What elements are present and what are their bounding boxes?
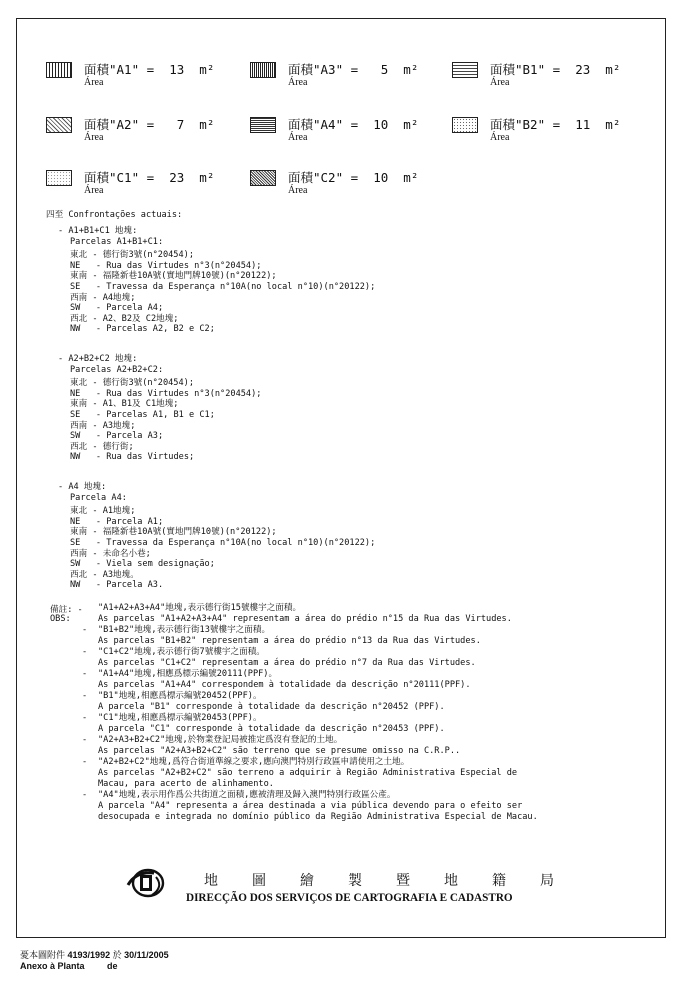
- note-zh: "B1"地塊,相應爲標示編號20452(PPF)。: [98, 691, 262, 701]
- hatch-swatch: [46, 117, 72, 133]
- note-bullet: -: [82, 735, 88, 745]
- note-zh: "A2+B2+C2"地塊,爲符合街道準線之要求,應向澳門特別行政區申請使用之土地。: [98, 757, 410, 767]
- note-zh: "A1+A2+A3+A4"地塊,表示德行街15號樓宇之面積。: [98, 603, 302, 613]
- note-bullet: -: [82, 713, 88, 723]
- legend-area-label: 面積"B1" = 23 m²: [490, 62, 621, 77]
- boundary-line: SW - Parcela A4;: [70, 303, 164, 314]
- group-subheading: Parcela A4:: [70, 492, 127, 503]
- legend-area-sub: Área: [490, 77, 510, 88]
- boundary-line: 東南 - 福隆新巷10A號(實地門牌10號)(n°20122);: [70, 527, 277, 538]
- note-zh: "B1+B2"地塊,表示德行街13號樓宇之面積。: [98, 625, 271, 635]
- note-pt: Macau, para acerto de alinhamento.: [98, 779, 274, 789]
- note-pt: As parcelas "B1+B2" representam a área do prédio n°13 da Rua das Virtudes.: [98, 636, 481, 646]
- legend-area-label: 面積"C2" = 10 m²: [288, 170, 419, 185]
- note-zh: "C1+C2"地塊,表示德行街7號樓宇之面積。: [98, 647, 265, 657]
- boundary-line: 西北 - A3地塊。: [70, 569, 139, 580]
- dscc-logo-icon: [126, 867, 166, 899]
- boundary-line: SE - Travessa da Esperança n°10A(no local n°10)(n°20122);: [70, 537, 376, 548]
- boundary-line: SE - Travessa da Esperança n°10A(no local n°10)(n°20122);: [70, 281, 376, 292]
- boundary-line: SW - Viela sem designação;: [70, 559, 215, 570]
- annex-date: 30/11/2005: [124, 950, 169, 960]
- hatch-swatch: [452, 62, 478, 78]
- legend-item: [250, 113, 450, 149]
- note-pt: As parcelas "A1+A2+A3+A4" representam a área do prédio n°15 da Rua das Virtudes.: [98, 614, 512, 624]
- boundary-line: 東南 - A1、B1及 C1地塊;: [70, 399, 179, 410]
- group-heading: - A2+B2+C2 地塊:: [58, 354, 138, 364]
- note-bullet: -: [82, 669, 88, 679]
- note-pt: As parcelas "A1+A4" correspondem à totalidade da descrição n°20111(PPF).: [98, 680, 471, 690]
- hatch-swatch: [250, 62, 276, 78]
- confrontacao-group: [58, 226, 375, 335]
- note-bullet: -: [82, 757, 88, 767]
- boundary-line: NW - Parcelas A2, B2 e C2;: [70, 324, 215, 335]
- legend-area-sub: Área: [288, 77, 308, 88]
- note-zh: "A1+A4"地塊,相應爲標示編號20111(PPF)。: [98, 669, 278, 679]
- legend-area-label: 面積"A2" = 7 m²: [84, 117, 215, 132]
- boundary-line: NE - Parcela A1;: [70, 516, 164, 527]
- annex-label-zh: 憂本圖附件: [20, 950, 66, 960]
- legend-area-label: 面積"B2" = 11 m²: [490, 117, 621, 132]
- legend-area-sub: Área: [490, 132, 510, 143]
- note-pt: As parcelas "A2+A3+B2+C2" são terreno que se presume omisso na C.R.P..: [98, 746, 461, 756]
- boundary-line: 西南 - 未命名小巷;: [70, 548, 151, 559]
- legend-area-label: 面積"C1" = 23 m²: [84, 170, 215, 185]
- note-zh: "A2+A3+B2+C2"地塊,於物業登記局被推定爲沒有登記的土地。: [98, 735, 343, 745]
- boundary-line: NE - Rua das Virtudes n°3(n°20454);: [70, 260, 262, 271]
- annex-number: 4193/1992: [67, 950, 111, 960]
- note-zh: "A4"地塊,表示用作爲公共街道之面積,應被清理及歸入澳門特別行政區公產。: [98, 790, 396, 800]
- note-bullet: -: [82, 691, 88, 701]
- note-pt: A parcela "C1" corresponde à totalidade da descrição n°20453 (PPF).: [98, 724, 445, 734]
- boundary-line: 東北 - A1地塊;: [70, 506, 136, 517]
- boundary-line: 東北 - 德行街3號(n°20454);: [70, 250, 194, 261]
- group-subheading: Parcelas A2+B2+C2:: [70, 364, 164, 375]
- boundary-line: 西南 - A3地塊;: [70, 420, 136, 431]
- legend-area-label: 面積"A4" = 10 m²: [288, 117, 419, 132]
- boundary-line: 東北 - 德行街3號(n°20454);: [70, 378, 194, 389]
- boundary-line: NW - Parcela A3.: [70, 580, 164, 591]
- boundary-line: SE - Parcelas A1, B1 e C1;: [70, 409, 215, 420]
- confrontacao-group: [58, 354, 261, 463]
- group-heading: - A1+B1+C1 地塊:: [58, 226, 138, 236]
- legend-area-label: 面積"A1" = 13 m²: [84, 62, 215, 77]
- note-zh: "C1"地塊,相應爲標示編號20453(PPF)。: [98, 713, 262, 723]
- notes-label-zh: 備註: -: [50, 605, 83, 615]
- boundary-line: 西北 - 德行街;: [70, 441, 134, 452]
- confrontacao-group: [58, 482, 375, 591]
- legend-area-label: 面積"A3" = 5 m²: [288, 62, 419, 77]
- legend-item: [46, 113, 246, 149]
- legend-area-sub: Área: [84, 132, 104, 143]
- hatch-swatch: [46, 62, 72, 78]
- hatch-swatch: [452, 117, 478, 133]
- boundary-line: SW - Parcela A3;: [70, 431, 164, 442]
- annex-reference: [20, 950, 169, 972]
- legend-item: [452, 113, 652, 149]
- legend-area-sub: Área: [84, 185, 104, 196]
- legend-area-sub: Área: [288, 185, 308, 196]
- boundary-line: NW - Rua das Virtudes;: [70, 452, 195, 463]
- legend-item: [250, 58, 450, 94]
- legend-item: [46, 166, 246, 202]
- note-pt: desocupada e integrada no domínio público da Região Administrativa Especial de Macau.: [98, 812, 538, 822]
- notes-label-pt: OBS:: [50, 614, 71, 624]
- annex-at: 於: [112, 950, 122, 960]
- note-pt: A parcela "A4" representa a área destinada a via pública devendo para o efeito ser: [98, 801, 523, 811]
- department-name-zh: 地圖繪製暨地籍局: [204, 873, 588, 889]
- boundary-line: 東南 - 福隆新巷10A號(實地門牌10號)(n°20122);: [70, 271, 277, 282]
- annex-label-pt: Anexo à Planta: [20, 961, 85, 971]
- legend-area-sub: Área: [84, 77, 104, 88]
- note-bullet: -: [82, 647, 88, 657]
- legend-item: [250, 166, 450, 202]
- hatch-swatch: [250, 117, 276, 133]
- department-name-pt: DIRECÇÃO DOS SERVIÇOS DE CARTOGRAFIA E CADASTRO: [186, 892, 513, 904]
- boundary-line: NE - Rua das Virtudes n°3(n°20454);: [70, 388, 262, 399]
- legend-item: [452, 58, 652, 94]
- hatch-swatch: [250, 170, 276, 186]
- boundary-line: 西北 - A2、B2及 C2地塊;: [70, 313, 179, 324]
- note-bullet: -: [82, 790, 88, 800]
- hatch-swatch: [46, 170, 72, 186]
- legend-area-sub: Área: [288, 132, 308, 143]
- annex-de: de: [107, 961, 118, 971]
- legend-item: [46, 58, 246, 94]
- note-pt: As parcelas "A2+B2+C2" são terreno a adquirir à Região Administrativa Especial de: [98, 768, 518, 778]
- boundary-line: 西南 - A4地塊;: [70, 292, 136, 303]
- confrontacoes-title: 四至 Confrontações actuais:: [46, 210, 183, 220]
- note-pt: A parcela "B1" corresponde à totalidade da descrição n°20452 (PPF).: [98, 702, 445, 712]
- group-heading: - A4 地塊:: [58, 482, 107, 492]
- group-subheading: Parcelas A1+B1+C1:: [70, 236, 164, 247]
- note-pt: As parcelas "C1+C2" representam a área do prédio n°7 da Rua das Virtudes.: [98, 658, 476, 668]
- note-bullet: -: [82, 625, 88, 635]
